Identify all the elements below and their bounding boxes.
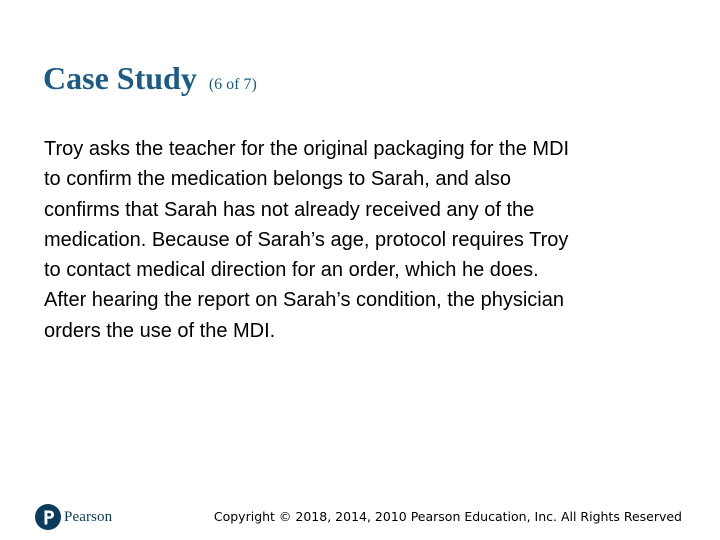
body-line: medication. Because of Sarah’s age, protocol requires Troy xyxy=(44,228,569,251)
body-line: to contact medical direction for an order, which he does. xyxy=(44,259,539,282)
slide-body xyxy=(44,134,694,346)
pearson-p-logo-icon xyxy=(35,504,61,530)
body-line: After hearing the report on Sarah’s condition, the physician xyxy=(44,289,564,312)
pearson-logo xyxy=(35,504,112,530)
slide-title-counter: (6 of 7) xyxy=(208,76,257,93)
body-line: orders the use of the MDI. xyxy=(44,319,276,342)
body-line: confirms that Sarah has not already received any of the xyxy=(44,198,535,221)
copyright-footer: Copyright © 2018, 2014, 2010 Pearson Education, Inc. All Rights Reserved xyxy=(213,509,682,524)
body-line: to confirm the medication belongs to Sarah, and also xyxy=(44,168,511,191)
body-line: Troy asks the teacher for the original packaging for the MDI xyxy=(44,138,570,160)
slide-title-main: Case Study xyxy=(43,60,197,96)
pearson-logo-text: Pearson xyxy=(64,508,113,525)
slide-title xyxy=(43,58,257,105)
